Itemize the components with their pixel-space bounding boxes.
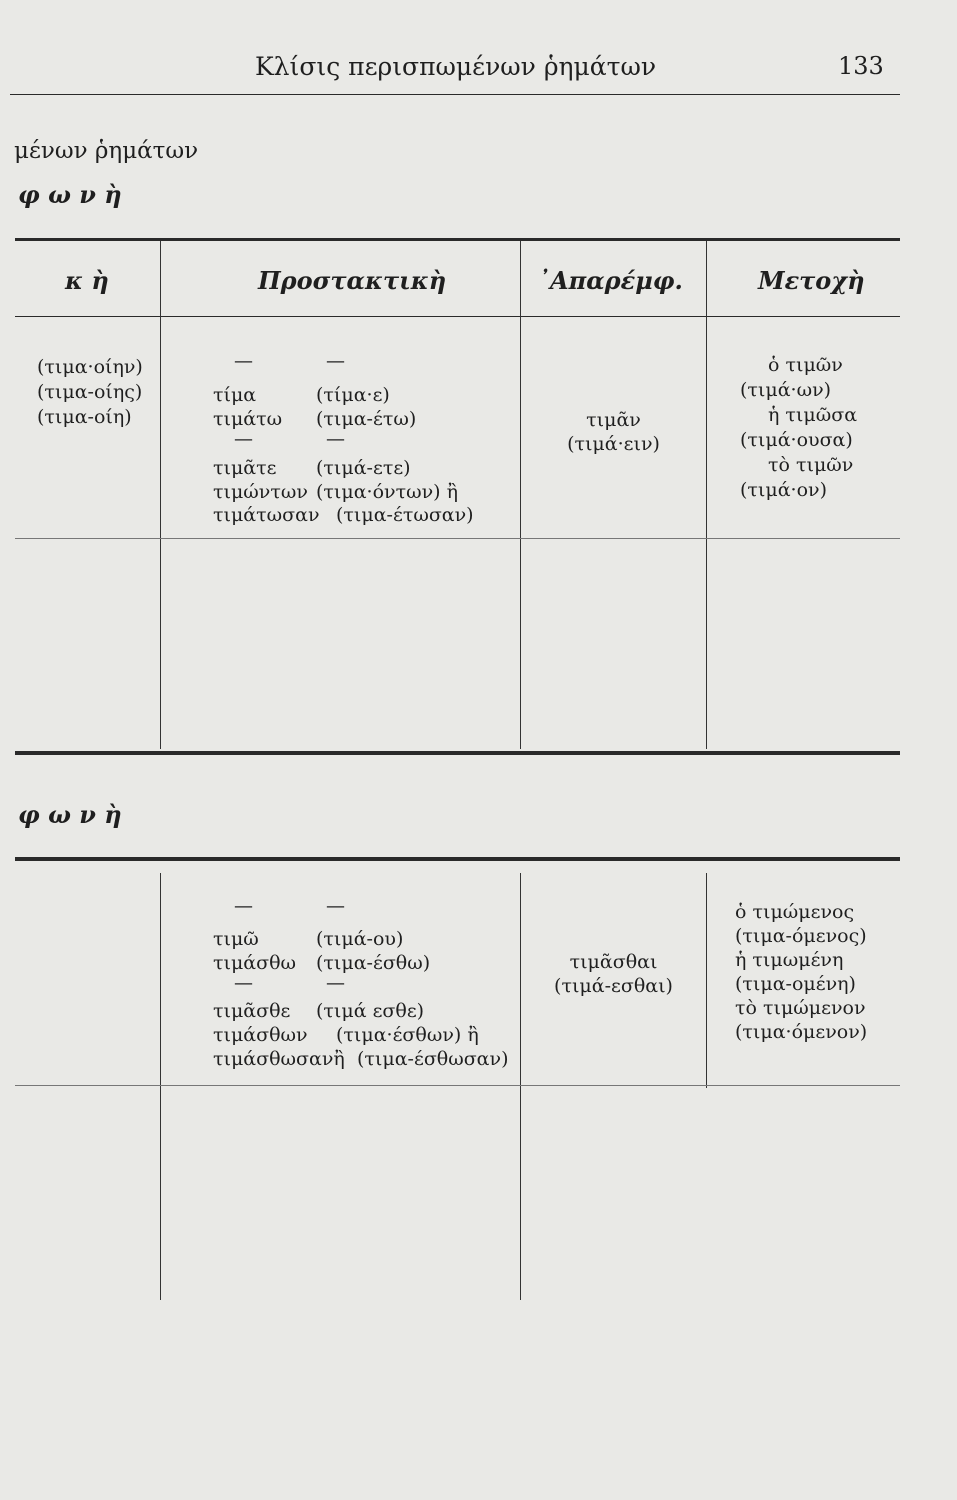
column-divider <box>160 241 161 749</box>
optative-form: (τιμα·οίην) <box>37 356 143 378</box>
participle-form: τὸ τιμώμενον <box>735 997 866 1019</box>
participle-form: ὁ τιμώμενος <box>735 901 855 923</box>
participle-form: ἡ τιμωμένη <box>735 949 844 971</box>
participle-form-analysis: (τιμά·ον) <box>740 479 827 501</box>
column-divider <box>520 873 521 1300</box>
fragment-voice-active: φ ω ν ὴ <box>18 180 122 209</box>
participle-form: ὁ τιμῶν <box>768 354 843 376</box>
table2-top-rule <box>15 857 900 861</box>
imperative-form: τίμα <box>213 384 257 406</box>
imperative-form-analysis: (τίμα·ε) <box>316 384 390 406</box>
empty-form-dash: — <box>234 972 253 994</box>
imperative-form-analysis: (τιμά-ου) <box>316 928 404 950</box>
table-top-rule <box>15 238 900 241</box>
imperative-form-analysis: (τιμά εσθε) <box>316 1000 425 1022</box>
empty-form-dash: — <box>326 972 345 994</box>
header-rule <box>10 94 900 95</box>
column-header-imperative: Προστακτικὴ <box>258 266 447 295</box>
imperative-form-analysis: (τιμα-έσθωσαν) <box>357 1048 509 1070</box>
imperative-form: τιμᾶσθε <box>213 1000 291 1022</box>
imperative-form: τιμάσθω <box>213 952 297 974</box>
column-divider <box>160 873 161 1300</box>
column-divider <box>706 241 707 749</box>
page-title: Κλίσις περισπωμένων ῥημάτων <box>255 52 657 81</box>
imperative-form: τιμῶ <box>213 928 259 950</box>
imperative-form: τιμᾶτε <box>213 457 277 479</box>
column-header-participle: Μετοχὴ <box>758 266 865 295</box>
imperative-form: τιμάτωσαν <box>213 504 320 526</box>
column-header-infinitive: ᾿Απαρέμφ. <box>538 266 683 295</box>
imperative-form-analysis: (τιμα·όντων) ἢ <box>316 481 458 503</box>
optative-form: (τιμα-οίη) <box>37 406 132 428</box>
participle-form: ἡ τιμῶσα <box>768 404 858 426</box>
imperative-form: τιμάτω <box>213 408 283 430</box>
table-bottom-rule <box>15 751 900 755</box>
participle-form-analysis: (τιμα-ομένη) <box>735 973 856 995</box>
empty-form-dash: — <box>234 350 253 372</box>
fragment-voice-passive: φ ω ν ὴ <box>18 800 122 829</box>
imperative-form-analysis: (τιμα-έσθω) <box>316 952 431 974</box>
imperative-form-analysis: (τιμα-έτωσαν) <box>336 504 474 526</box>
imperative-form-analysis: (τιμα-έτω) <box>316 408 417 430</box>
participle-form-analysis: (τιμά·ων) <box>740 379 832 401</box>
row-rule <box>15 1085 900 1086</box>
infinitive-form: τιμᾶν <box>586 409 641 431</box>
empty-form-dash: — <box>326 350 345 372</box>
imperative-form: τιμάσθων <box>213 1024 308 1046</box>
imperative-form: τιμώντων <box>213 481 308 503</box>
column-divider <box>706 873 707 1088</box>
empty-form-dash: — <box>234 428 253 450</box>
participle-form-analysis: (τιμά·ουσα) <box>740 429 853 451</box>
column-divider <box>520 241 521 749</box>
fragment-heading: μένων ῥημάτων <box>14 138 199 164</box>
infinitive-form: τιμᾶσθαι <box>569 951 658 973</box>
infinitive-form-analysis: (τιμά-εσθαι) <box>554 975 673 997</box>
row-rule <box>15 538 900 539</box>
empty-form-dash: — <box>326 428 345 450</box>
imperative-form-analysis: (τιμά-ετε) <box>316 457 411 479</box>
imperative-form-analysis: (τιμα·έσθων) ἢ <box>336 1024 479 1046</box>
column-header-first: κ ὴ <box>65 266 109 295</box>
empty-form-dash: — <box>326 895 345 917</box>
table-header-rule <box>15 316 900 317</box>
empty-form-dash: — <box>234 895 253 917</box>
page-number: 133 <box>838 52 884 80</box>
optative-form: (τιμα-οίης) <box>37 381 143 403</box>
imperative-form: τιμάσθωσανἢ <box>213 1048 345 1070</box>
participle-form-analysis: (τιμα·όμενον) <box>735 1021 868 1043</box>
participle-form: τὸ τιμῶν <box>768 454 854 476</box>
infinitive-form-analysis: (τιμά·ειν) <box>567 433 660 455</box>
participle-form-analysis: (τιμα-όμενος) <box>735 925 867 947</box>
